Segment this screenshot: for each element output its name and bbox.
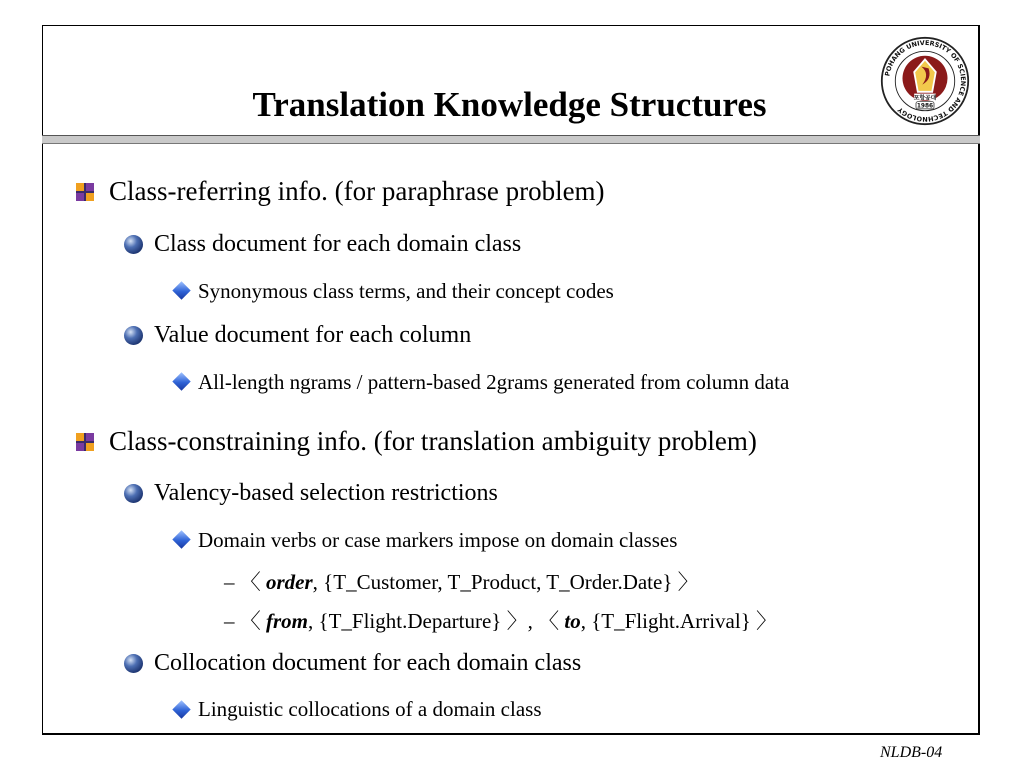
- university-seal-logo: [880, 36, 970, 126]
- bullet-l4-order-example: [224, 572, 699, 593]
- bullet-l1-class-referring: Class-referring info. (for paraphrase problem): [109, 176, 605, 206]
- svg-text:POHANG UNIVERSITY OF SCIENCE A: POHANG UNIVERSITY OF SCIENCE AND TECHNOLOGY: [883, 38, 968, 124]
- quad-square-bullet-icon: [76, 433, 94, 451]
- bullet-l2-value-document: Value document for each column: [154, 322, 472, 348]
- keyword-order: order: [266, 570, 313, 594]
- bullet-l2-collocation-document: Collocation document for each domain class: [154, 650, 582, 676]
- footer-label: NLDB-04: [880, 744, 943, 761]
- blue-sphere-bullet-icon: [124, 484, 143, 503]
- to-classes: , {T_Flight.Arrival} 〉: [580, 609, 778, 633]
- bullet-l3-domain-verbs: Domain verbs or case markers impose on domain classes: [198, 528, 678, 552]
- from-classes: , {T_Flight.Departure} 〉, 〈: [308, 609, 565, 633]
- bullet-l3-linguistic-collocations: Linguistic collocations of a domain class: [198, 697, 542, 721]
- bullet-l2-class-document: Class document for each domain class: [154, 231, 522, 257]
- title-divider: [42, 135, 980, 144]
- title-bar: [42, 25, 980, 137]
- bullet-l3-ngrams: All-length ngrams / pattern-based 2grams generated from column data: [198, 370, 790, 394]
- svg-text:포항공대: 포항공대: [913, 95, 937, 102]
- quad-square-bullet-icon: [76, 183, 94, 201]
- bullet-l1-class-constraining: Class-constraining info. (for translation ambiguity problem): [109, 426, 757, 456]
- blue-sphere-bullet-icon: [124, 654, 143, 673]
- bullet-l4-from-to-example: [224, 611, 777, 632]
- keyword-to: to: [564, 609, 581, 633]
- blue-sphere-bullet-icon: [124, 326, 143, 345]
- dash: –: [224, 570, 240, 594]
- blue-sphere-bullet-icon: [124, 235, 143, 254]
- slide-title: Translation Knowledge Structures: [252, 85, 767, 124]
- bullet-l3-synonymous-terms: Synonymous class terms, and their concept codes: [198, 279, 614, 303]
- order-classes: , {T_Customer, T_Product, T_Order.Date} 〉: [312, 570, 699, 594]
- bullet-l2-valency: Valency-based selection restrictions: [154, 480, 498, 506]
- open-angle: 〈: [239, 609, 266, 633]
- open-angle: 〈: [239, 570, 266, 594]
- dash: –: [224, 609, 240, 633]
- keyword-from: from: [266, 609, 308, 633]
- svg-text:1986: 1986: [916, 103, 934, 110]
